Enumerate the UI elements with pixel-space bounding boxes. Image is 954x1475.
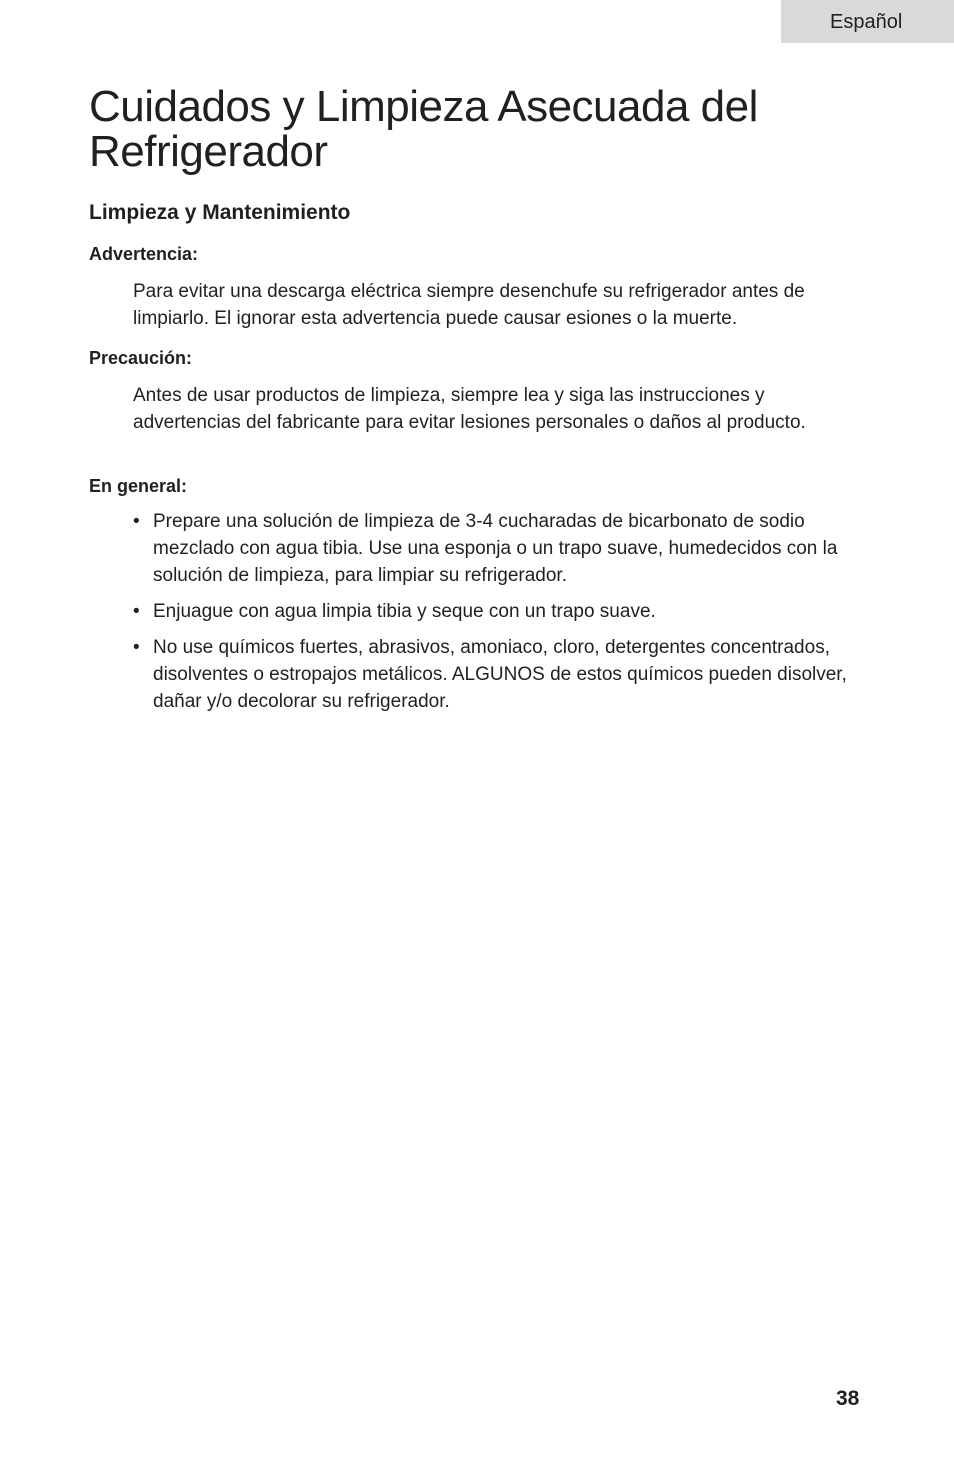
language-tab: Español <box>781 0 954 43</box>
warning-label: Advertencia: <box>89 244 199 264</box>
bullet-icon: • <box>133 601 140 622</box>
list-item <box>133 634 853 715</box>
caution-text: Antes de usar productos de limpieza, siempre lea y siga las instrucciones y advertencias del fabricante para evitar lesiones personales o daños al producto. <box>133 385 806 433</box>
list-item-text: Prepare una solución de limpieza de 3-4 cucharadas de bicarbonato de sodio mezclado con agua tibia. Use una esponja o un trapo suave, humedecidos con la solución de limpieza, para limpiar su refrigerador. <box>153 511 838 586</box>
general-label: En general: <box>89 476 188 496</box>
bullet-icon: • <box>133 511 140 532</box>
list-item <box>133 598 853 625</box>
bullet-icon: • <box>133 637 140 658</box>
list-item-text: No use químicos fuertes, abrasivos, amoniaco, cloro, detergentes concentrados, disolventes o estropajos metálicos. ALGUNOS de estos químicos pueden disolver, dañar y/o decolorar su refrigerador. <box>153 637 847 712</box>
warning-text: Para evitar una descarga eléctrica siempre desenchufe su refrigerador antes de limpiarlo. El ignorar esta advertencia puede causar esiones o la muerte. <box>133 281 805 329</box>
list-item-text: Enjuague con agua limpia tibia y seque con un trapo suave. <box>153 601 656 622</box>
list-item <box>133 508 853 589</box>
page-number: 38 <box>836 1387 860 1410</box>
page-title: Cuidados y Limpieza Asecuada del Refrigerador <box>89 82 758 176</box>
section-heading: Limpieza y Mantenimiento <box>89 201 351 224</box>
general-bullet-list <box>133 508 853 724</box>
caution-label: Precaución: <box>89 348 193 368</box>
